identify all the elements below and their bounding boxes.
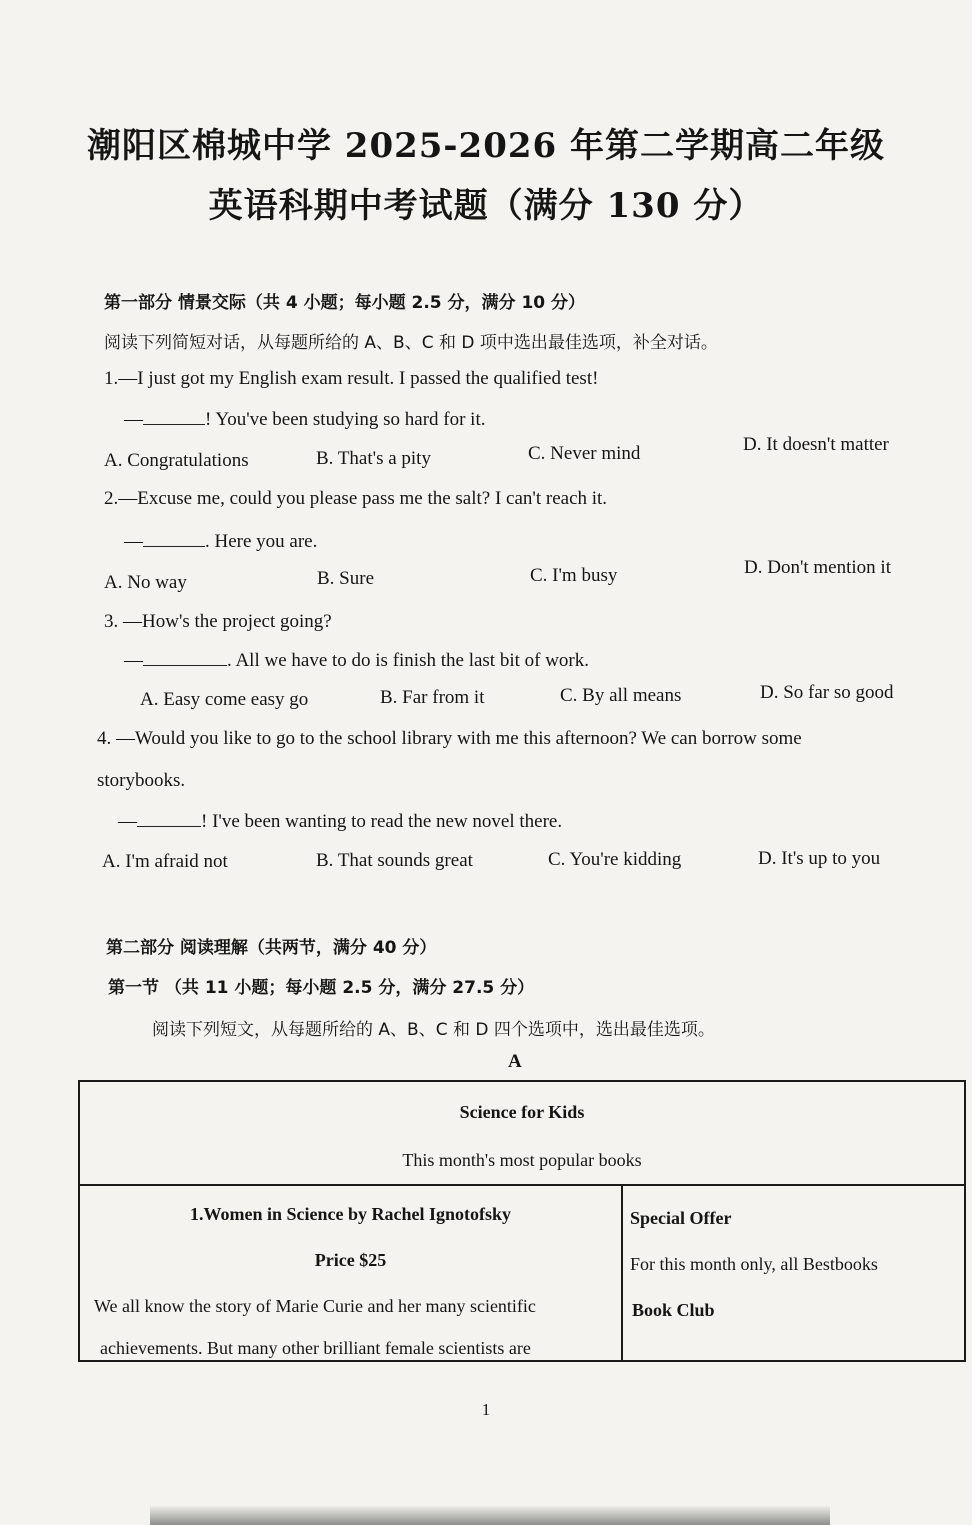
book-desc-line2: achievements. But many other brilliant female scientists are xyxy=(100,1338,531,1358)
part1-heading: 第一部分 情景交际（共 4 小题；每小题 2.5 分，满分 10 分） xyxy=(104,293,586,313)
q1-reply xyxy=(124,408,485,431)
q2-reply-dash: — xyxy=(124,531,143,552)
q2-option-c[interactable]: C. I'm busy xyxy=(530,565,618,586)
q2-option-d[interactable]: D. Don't mention it xyxy=(744,557,891,578)
q4-answer-blank[interactable] xyxy=(137,810,201,827)
special-offer-line1: For this month only, all Bestbooks xyxy=(630,1254,878,1274)
book-price: Price $25 xyxy=(314,1250,387,1270)
part2-heading: 第二部分 阅读理解（共两节，满分 40 分） xyxy=(106,938,437,958)
page-number: 1 xyxy=(481,1400,491,1419)
scan-edge-shadow xyxy=(150,1506,830,1525)
q3-reply-dash: — xyxy=(124,650,143,671)
table-title: Science for Kids xyxy=(459,1102,585,1122)
q1-option-d[interactable]: D. It doesn't matter xyxy=(743,434,889,455)
q1-answer-blank[interactable] xyxy=(143,408,205,425)
q4-reply-dash: — xyxy=(118,811,137,832)
q3-option-a[interactable]: A. Easy come easy go xyxy=(140,689,309,710)
special-offer-title: Special Offer xyxy=(630,1208,732,1228)
q4-prompt-continued: storybooks. xyxy=(97,770,186,791)
passage-label: A xyxy=(508,1051,522,1072)
book-desc-line1: We all know the story of Marie Curie and her many scientific xyxy=(94,1296,536,1316)
q3-option-c[interactable]: C. By all means xyxy=(560,685,682,706)
q3-answer-blank[interactable] xyxy=(143,649,227,666)
q4-reply xyxy=(118,810,562,833)
book-ad-table xyxy=(78,1080,966,1362)
exam-title-line2: 英语科期中考试题（满分 130 分） xyxy=(208,186,764,226)
q4-reply-text: ! I've been wanting to read the new novel there. xyxy=(201,811,563,832)
q4-prompt: 4. —Would you like to go to the school library with me this afternoon? We can borrow some xyxy=(97,728,802,749)
q4-option-b[interactable]: B. That sounds great xyxy=(316,850,473,871)
q4-option-a[interactable]: A. I'm afraid not xyxy=(102,851,228,872)
q4-option-d[interactable]: D. It's up to you xyxy=(758,848,881,869)
exam-title-line1: 潮阳区棉城中学 2025-2026 年第二学期高二年级 xyxy=(86,126,886,166)
book-title: 1.Women in Science by Rachel Ignotofsky xyxy=(189,1204,511,1224)
q3-reply xyxy=(124,649,589,672)
q1-prompt: 1.—I just got my English exam result. I passed the qualified test! xyxy=(104,368,599,389)
q4-option-c[interactable]: C. You're kidding xyxy=(548,849,682,870)
q2-option-a[interactable]: A. No way xyxy=(104,572,187,593)
q3-option-b[interactable]: B. Far from it xyxy=(380,687,485,708)
q2-reply xyxy=(124,530,317,553)
q2-prompt: 2.—Excuse me, could you please pass me the salt? I can't reach it. xyxy=(104,488,608,509)
q1-option-a[interactable]: A. Congratulations xyxy=(104,450,249,471)
q3-option-d[interactable]: D. So far so good xyxy=(760,682,894,703)
q3-prompt: 3. —How's the project going? xyxy=(104,611,332,632)
special-offer-line2: Book Club xyxy=(632,1300,715,1320)
q1-reply-dash: — xyxy=(124,409,143,430)
table-subtitle: This month's most popular books xyxy=(402,1150,642,1170)
part1-instruction: 阅读下列简短对话，从每题所给的 A、B、C 和 D 项中选出最佳选项，补全对话。 xyxy=(104,333,718,353)
q2-option-b[interactable]: B. Sure xyxy=(317,568,374,589)
q3-reply-text: . All we have to do is finish the last bit of work. xyxy=(227,650,590,671)
q1-reply-text: ! You've been studying so hard for it. xyxy=(205,409,486,430)
q2-answer-blank[interactable] xyxy=(143,530,205,547)
part2-instruction: 阅读下列短文，从每题所给的 A、B、C 和 D 四个选项中，选出最佳选项。 xyxy=(152,1020,715,1040)
q1-option-c[interactable]: C. Never mind xyxy=(528,443,641,464)
part2-section1-heading: 第一节 （共 11 小题；每小题 2.5 分，满分 27.5 分） xyxy=(108,978,535,998)
table-column-divider xyxy=(621,1184,623,1362)
q1-option-b[interactable]: B. That's a pity xyxy=(316,448,431,469)
q2-reply-text: . Here you are. xyxy=(205,531,318,552)
